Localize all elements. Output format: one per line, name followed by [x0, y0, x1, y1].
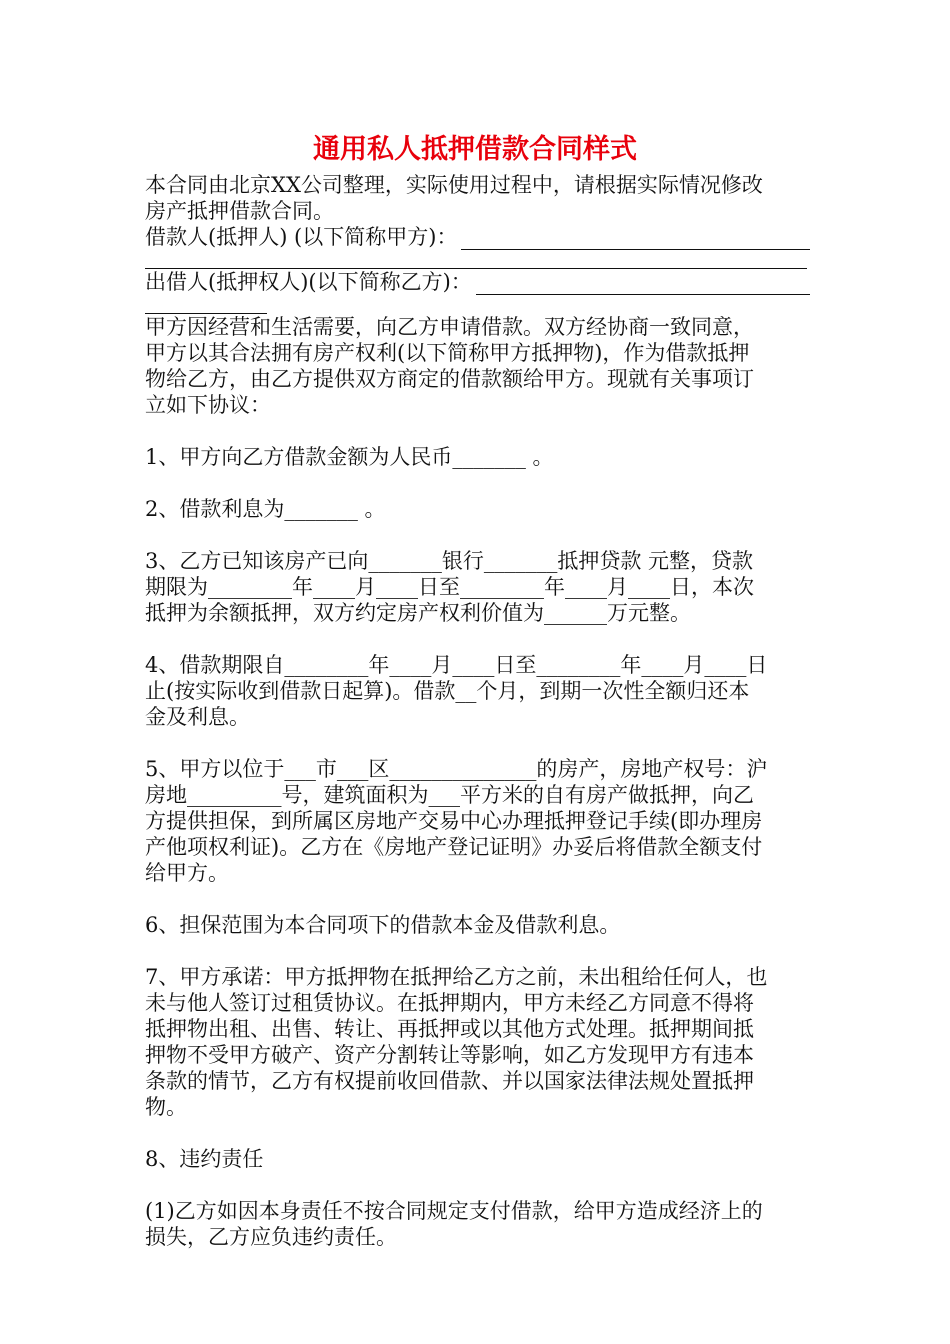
- paragraph-gap: [145, 1172, 810, 1198]
- paragraph-gap: [145, 1120, 810, 1146]
- party-a-continuation: [145, 250, 810, 269]
- preamble-line: 物给乙方，由乙方提供双方商定的借款额给甲方。现就有关事项订: [145, 367, 754, 391]
- document-title: 通用私人抵押借款合同样式: [313, 134, 637, 165]
- preamble-line: 甲方以其合法拥有房产权利(以下简称甲方抵押物)，作为借款抵押: [145, 341, 750, 365]
- clause-line: 损失，乙方应负违约责任。: [145, 1225, 397, 1249]
- paragraph-gap: [145, 626, 810, 652]
- clause-paragraph: [145, 548, 810, 626]
- clause-line: 物。: [145, 1095, 187, 1119]
- clause-paragraph: [145, 964, 810, 1120]
- party-b-label: 出借人(抵押权人)(以下简称乙方)：: [145, 270, 472, 294]
- paragraph-gap: [145, 938, 810, 964]
- clause-line: 4、借款期限自________年____月____日至________年____月____日: [145, 653, 768, 677]
- clause-line: (1)乙方如因本身责任不按合同规定支付借款，给甲方造成经济上的: [145, 1199, 763, 1223]
- intro-line: 房产抵押借款合同。: [145, 199, 334, 223]
- clause-paragraph: [145, 652, 810, 730]
- clause-line: 3、乙方已知该房产已向_______银行_______抵押贷款 元整，贷款: [145, 549, 754, 573]
- clause-line: 期限为________年____月____日至________年____月____日，本次: [145, 575, 754, 599]
- party-b-blank-continuation: [145, 295, 267, 314]
- preamble-line: 甲方因经营和生活需要，向乙方申请借款。双方经协商一致同意，: [145, 315, 754, 339]
- clause-line: 押物不受甲方破产、资产分割转让等影响，如乙方发现甲方有违本: [145, 1043, 754, 1067]
- party-a-row: [145, 224, 810, 250]
- paragraph-gap: [145, 418, 810, 444]
- clause-line: 条款的情节，乙方有权提前收回借款、并以国家法律法规处置抵押: [145, 1069, 754, 1093]
- clause-line: 8、违约责任: [145, 1147, 264, 1171]
- clause-paragraph: [145, 444, 810, 470]
- clause-line: 方提供担保，到所属区房地产交易中心办理抵押登记手续(即办理房: [145, 809, 763, 833]
- document-body: [145, 172, 810, 1250]
- clause-line: 金及利息。: [145, 705, 250, 729]
- party-a-blank-continuation: [145, 250, 807, 269]
- clause-line: 6、担保范围为本合同项下的借款本金及借款利息。: [145, 913, 621, 937]
- clause-paragraph: [145, 912, 810, 938]
- clause-line: 抵押物出租、出售、转让、再抵押或以其他方式处理。抵押期间抵: [145, 1017, 754, 1041]
- party-b-blank: [476, 276, 810, 295]
- clause-line: 2、借款利息为_______ 。: [145, 497, 386, 521]
- clauses-list: [145, 418, 810, 1250]
- clause-line: 止(按实际收到借款日起算)。借款__个月，到期一次性全额归还本: [145, 679, 750, 703]
- party-b-row: [145, 269, 810, 295]
- preamble-line: 立如下协议：: [145, 393, 271, 417]
- clause-line: 7、甲方承诺：甲方抵押物在抵押给乙方之前，未出租给任何人，也: [145, 965, 768, 989]
- party-b-continuation: [145, 295, 810, 314]
- party-a-label: 借款人(抵押人) (以下简称甲方)：: [145, 225, 458, 249]
- clause-line: 房地_________号，建筑面积为___平方米的自有房产做抵押，向乙: [145, 783, 754, 807]
- clause-line: 抵押为余额抵押，双方约定房产权利价值为______万元整。: [145, 601, 691, 625]
- clause-paragraph: [145, 496, 810, 522]
- party-a-blank: [461, 231, 810, 250]
- clause-line: 5、甲方以位于___市___区______________的房产，房地产权号：沪: [145, 757, 768, 781]
- clause-line: 给甲方。: [145, 861, 229, 885]
- clause-line: 1、甲方向乙方借款金额为人民币_______ 。: [145, 445, 554, 469]
- intro-line: 本合同由北京XX公司整理，实际使用过程中，请根据实际情况修改: [145, 173, 763, 197]
- paragraph-gap: [145, 730, 810, 756]
- clause-paragraph: [145, 1198, 810, 1250]
- paragraph-gap: [145, 470, 810, 496]
- clause-line: 未与他人签订过租赁协议。在抵押期内，甲方未经乙方同意不得将: [145, 991, 754, 1015]
- paragraph-gap: [145, 522, 810, 548]
- clause-line: 产他项权利证)。乙方在《房地产登记证明》办妥后将借款全额支付: [145, 835, 763, 859]
- clause-paragraph: [145, 1146, 810, 1172]
- paragraph-gap: [145, 886, 810, 912]
- clause-paragraph: [145, 756, 810, 886]
